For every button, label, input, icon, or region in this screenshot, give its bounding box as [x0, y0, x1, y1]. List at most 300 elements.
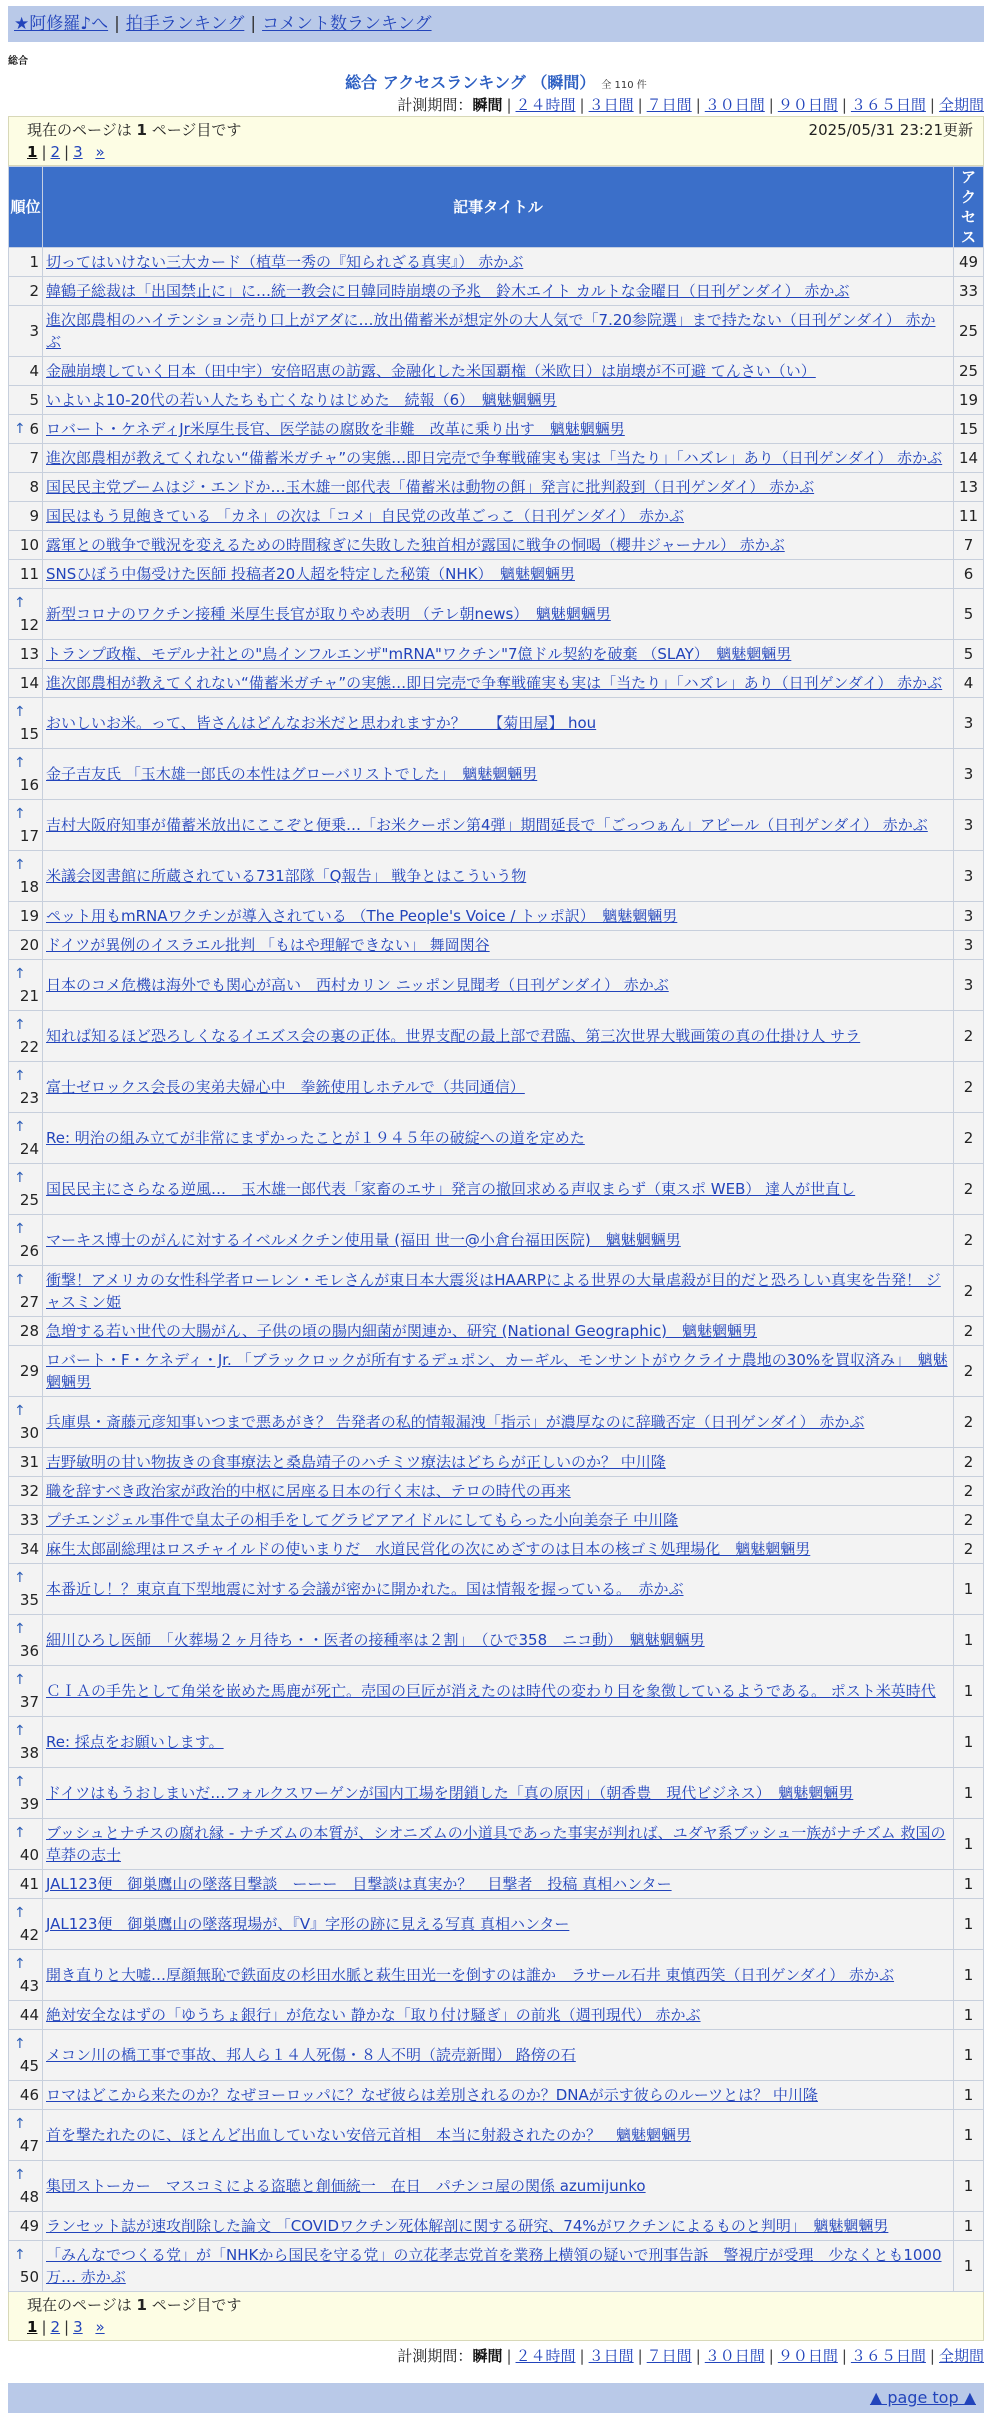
table-row — [9, 2030, 984, 2081]
title-cell — [43, 560, 954, 589]
page-top-link[interactable]: ▲ page top ▲ — [869, 2388, 976, 2407]
table-row — [9, 902, 984, 931]
rank-cell — [9, 386, 43, 415]
table-row — [9, 1346, 984, 1397]
title-cell — [43, 1317, 954, 1346]
period-separator: | — [929, 96, 935, 114]
rank-number: 7 — [29, 449, 39, 467]
table-row — [9, 277, 984, 306]
rank-cell — [9, 277, 43, 306]
title-cell — [43, 2161, 954, 2212]
title-cell — [43, 1448, 954, 1477]
article-title-link[interactable]: おいしいお米。って、皆さんはどんなお米だと思われますか？ 【菊田屋】 hou — [46, 714, 597, 732]
rank-number: 38 — [19, 1744, 39, 1762]
title-cell — [43, 2081, 954, 2110]
access-count: 2 — [954, 1266, 984, 1317]
rank-up-arrow-icon: ↑ — [14, 857, 26, 873]
rank-cell — [9, 2110, 43, 2161]
table-row — [9, 2081, 984, 2110]
clap-ranking-link[interactable]: 拍手ランキング — [125, 14, 245, 34]
article-title-link[interactable]: マーキス博士のがんに対するイベルメクチン使用量 (福田 世一@小倉台福田医院) 魑魅魍魎男 — [46, 1231, 681, 1249]
rank-cell — [9, 1615, 43, 1666]
period-separator: | — [768, 2347, 774, 2365]
rank-number: 19 — [19, 907, 39, 925]
rank-number: 26 — [19, 1242, 39, 1260]
pagination — [27, 141, 973, 163]
article-title-link[interactable]: 開き直りと大嘘…厚顔無恥で鉄面皮の杉田水脈と萩生田光一を倒すのは誰か ラサール石井 東慎西笑（日刊ゲンダイ） 赤かぶ — [46, 1966, 895, 1984]
table-row — [9, 473, 984, 502]
title-cell — [43, 640, 954, 669]
rank-number: 44 — [19, 2006, 39, 2024]
title-cell — [43, 2001, 954, 2030]
table-row — [9, 1477, 984, 1506]
title-cell — [43, 1506, 954, 1535]
rank-number: 46 — [19, 2086, 39, 2104]
rank-cell — [9, 1215, 43, 1266]
rank-number: 2 — [29, 282, 39, 300]
rank-number: 18 — [19, 878, 39, 896]
table-row — [9, 1164, 984, 1215]
current-page-prefix: 現在のページは — [27, 2296, 137, 2314]
table-row — [9, 1215, 984, 1266]
access-count: 1 — [954, 1870, 984, 1899]
rank-number: 47 — [19, 2137, 39, 2155]
access-count: 1 — [954, 1768, 984, 1819]
rank-cell — [9, 306, 43, 357]
article-title-link[interactable]: 兵庫県・斎藤元彦知事いつまで悪あがき？ 告発者の私的情報漏洩「指示」が濃厚なのに辞職否定（日刊ゲンダイ） 赤かぶ — [46, 1413, 865, 1431]
period-link-3[interactable]: ３０日間 — [704, 96, 765, 114]
article-title-link[interactable]: ロバート・ケネディJr米厚生長官、医学誌の腐敗を非難 改革に乗り出す 魑魅魍魎男 — [46, 420, 625, 438]
table-row — [9, 851, 984, 902]
table-row — [9, 1535, 984, 1564]
current-page-number: 1 — [136, 2296, 147, 2314]
article-title-link[interactable]: Re: 採点をお願いします。 — [46, 1733, 224, 1751]
title-cell — [43, 589, 954, 640]
rank-cell — [9, 1870, 43, 1899]
article-title-link[interactable]: 麻生太郎副総理はロスチャイルドの使いまりだ 水道民営化の次にめざすのは日本の核ゴミ処理場化 魑魅魍魎男 — [46, 1540, 811, 1558]
rank-up-arrow-icon: ↑ — [14, 1956, 26, 1972]
rank-cell — [9, 2212, 43, 2241]
rank-number: 10 — [19, 536, 39, 554]
title-cell — [43, 1615, 954, 1666]
title-cell — [43, 960, 954, 1011]
period-link-3[interactable]: ３０日間 — [704, 2347, 765, 2365]
access-count: 1 — [954, 2241, 984, 2292]
rank-cell — [9, 1535, 43, 1564]
rank-cell — [9, 531, 43, 560]
period-separator: | — [637, 2347, 643, 2365]
access-count: 1 — [954, 2212, 984, 2241]
access-count: 2 — [954, 1113, 984, 1164]
pagination-spacer — [83, 143, 96, 161]
rank-up-arrow-icon: ↑ — [14, 806, 26, 822]
rank-cell — [9, 1011, 43, 1062]
table-row — [9, 1448, 984, 1477]
title-cell — [43, 800, 954, 851]
access-count: 13 — [954, 473, 984, 502]
title-cell — [43, 386, 954, 415]
article-title-link[interactable]: トランプ政権、モデルナ社との"鳥インフルエンザ"mRNA"ワクチン"7億ドル契約を破棄 （SLAY） 魑魅魍魎男 — [46, 645, 792, 663]
access-count: 2 — [954, 1164, 984, 1215]
rank-cell — [9, 1768, 43, 1819]
rank-cell — [9, 415, 43, 444]
article-title-link[interactable]: Re: 明治の組み立てが非常にまずかったことが１９４５年の破綻への道を定めた — [46, 1129, 585, 1147]
period-link-0[interactable]: ２４時間 — [515, 96, 576, 114]
access-count: 2 — [954, 1317, 984, 1346]
rank-cell — [9, 473, 43, 502]
access-count: 25 — [954, 306, 984, 357]
article-title-link[interactable]: 急増する若い世代の大腸がん、子供の頃の腸内細菌が関連か、研究 (National Geographic) 魑魅魍魎男 — [46, 1322, 758, 1340]
rank-cell — [9, 1950, 43, 2001]
title-cell — [43, 2241, 954, 2292]
title-cell — [43, 1113, 954, 1164]
table-row — [9, 2110, 984, 2161]
article-title-link[interactable]: ドイツはもうおしまいだ…フォルクスワーゲンが国内工場を閉鎖した「真の原因」（朝香豊 現代ビジネス） 魑魅魍魎男 — [46, 1784, 854, 1802]
rank-up-arrow-icon: ↑ — [14, 2247, 26, 2263]
access-count: 3 — [954, 931, 984, 960]
table-row — [9, 444, 984, 473]
article-title-link[interactable]: いよいよ10-20代の若い人たちも亡くなりはじめた 続報（6） 魑魅魍魎男 — [46, 391, 557, 409]
article-title-link[interactable]: 露軍との戦争で戦況を変えるための時間稼ぎに失敗した独首相が露国に戦争の恫喝（櫻井ジャーナル） 赤かぶ — [46, 536, 785, 554]
article-title-link[interactable]: メコン川の橋工事で事故、邦人ら１４人死傷・８人不明（読売新聞） 路傍の石 — [46, 2046, 576, 2064]
period-link-1[interactable]: ３日間 — [588, 2347, 634, 2365]
rank-number: 48 — [19, 2188, 39, 2206]
article-title-link[interactable]: SNSひぼう中傷受けた医師 投稿者20人超を特定した秘策（NHK） 魑魅魍魎男 — [46, 565, 575, 583]
access-count: 19 — [954, 386, 984, 415]
rank-number: 1 — [29, 253, 39, 271]
rank-up-arrow-icon: ↑ — [14, 755, 26, 771]
rank-cell — [9, 2001, 43, 2030]
ranking-rows — [9, 248, 984, 2292]
rank-up-arrow-icon: ↑ — [14, 595, 26, 611]
rank-up-arrow-icon: ↑ — [14, 1403, 26, 1419]
rank-number: 9 — [29, 507, 39, 525]
bottom-bar — [8, 2383, 984, 2413]
article-title-link[interactable]: 進次郎農相のハイテンション売り口上がアダに…放出備蓄米が想定外の大人気で「7.20参院選」まで持たない（日刊ゲンダイ） 赤かぶ — [46, 311, 936, 351]
pagination-page-3[interactable]: 3 — [73, 2318, 83, 2336]
article-title-link[interactable]: 米議会図書館に所蔵されている731部隊「Q報告」 戦争とはこういう物 — [46, 867, 527, 885]
rank-cell — [9, 248, 43, 277]
title-cell — [43, 902, 954, 931]
rank-number: 13 — [19, 645, 39, 663]
table-row — [9, 386, 984, 415]
updated-timestamp: 2025/05/31 23:21更新 — [808, 121, 973, 139]
pagination-page-2[interactable]: 2 — [50, 2318, 61, 2336]
rank-cell — [9, 1266, 43, 1317]
article-title-link[interactable]: 「みんなでつくる党」が「NHKから国民を守る党」の立花孝志党首を業務上横領の疑いで刑事告訴 警視庁が受理 少なくとも1000万… 赤かぶ — [46, 2246, 942, 2286]
title-cell — [43, 749, 954, 800]
title-cell — [43, 1768, 954, 1819]
pagination-page-2[interactable]: 2 — [50, 143, 61, 161]
rank-number: 39 — [19, 1795, 39, 1813]
article-title-link[interactable]: 衝撃！アメリカの女性科学者ローレン・モレさんが東日本大震災はHAARPによる世界の大量虐殺が目的だと恐ろしい真実を告発！ ジャスミン姫 — [46, 1271, 941, 1311]
pagination-separator: | — [64, 2318, 70, 2336]
rank-cell — [9, 1164, 43, 1215]
article-title-link[interactable]: ペット用もmRNAワクチンが導入されている （The People's Voice / トッポ訳） 魑魅魍魎男 — [46, 907, 678, 925]
article-title-link[interactable]: 金子吉友氏 「玉木雄一郎氏の本性はグローバリストでした」 魑魅魍魎男 — [46, 765, 538, 783]
access-count: 3 — [954, 749, 984, 800]
article-title-link[interactable]: 新型コロナのワクチン接種 米厚生長官が取りやめ表明 （テレ朝news） 魑魅魍魎男 — [46, 605, 611, 623]
article-title-link[interactable]: 切ってはいけない三大カード（植草一秀の『知られざる真実』） 赤かぶ — [46, 253, 524, 271]
period-link-2[interactable]: ７日間 — [646, 2347, 692, 2365]
article-title-link[interactable]: 国民はもう見飽きている 「カネ」の次は「コメ」自民党の改革ごっこ（日刊ゲンダイ） 赤かぶ — [46, 507, 685, 525]
title-cell — [43, 1266, 954, 1317]
article-title-link[interactable]: ブッシュとナチスの腐れ縁 - ナチズムの本質が、シオニズムの小道具であった事実が判れば、ユダヤ系ブッシュ一族がナチズム 救国の草莽の志士 — [46, 1824, 946, 1864]
current-page-text — [27, 2294, 241, 2316]
rank-number: 17 — [19, 827, 39, 845]
article-title-link[interactable]: 日本のコメ危機は海外でも関心が高い 西村カリン ニッポン見聞考（日刊ゲンダイ） 赤かぶ — [46, 976, 669, 994]
rank-cell — [9, 851, 43, 902]
article-title-link[interactable]: 金融崩壊していく日本（田中宇）安倍昭恵の訪露、金融化した米国覇権（米欧日）は崩壊が不可避 てんさい（い） — [46, 362, 816, 380]
rank-number: 28 — [19, 1322, 39, 1340]
access-count: 5 — [954, 640, 984, 669]
article-title-link[interactable]: 国民民主にさらなる逆風… 玉木雄一郎代表「家畜のエサ」発言の撤回求める声収まらず（東スポ WEB） 達人が世直し — [46, 1180, 856, 1198]
rank-cell — [9, 800, 43, 851]
access-count: 3 — [954, 800, 984, 851]
rank-number: 31 — [19, 1453, 39, 1471]
period-separator: | — [768, 96, 774, 114]
rank-cell — [9, 2081, 43, 2110]
access-count: 7 — [954, 531, 984, 560]
rank-up-arrow-icon: ↑ — [14, 2116, 26, 2132]
table-row — [9, 1819, 984, 1870]
rank-cell — [9, 698, 43, 749]
title-cell — [43, 2212, 954, 2241]
rank-number: 11 — [19, 565, 39, 583]
pagination-separator: | — [41, 143, 47, 161]
article-title-link[interactable]: ＣＩＡの手先として角栄を嵌めた馬鹿が死亡。売国の巨匠が消えたのは時代の変わり目を象徴しているようである。 ポスト米英時代 — [46, 1682, 936, 1700]
rank-number: 37 — [19, 1693, 39, 1711]
period-link-1[interactable]: ３日間 — [588, 96, 634, 114]
rank-up-arrow-icon: ↑ — [14, 2167, 26, 2183]
rank-cell — [9, 669, 43, 698]
rank-up-arrow-icon: ↑ — [14, 1272, 26, 1288]
table-row — [9, 560, 984, 589]
rank-number: 8 — [29, 478, 39, 496]
article-title-link[interactable]: 韓鶴子総裁は「出国禁止に」に…統一教会に日韓同時崩壊の予兆 鈴木エイト カルトな金曜日（日刊ゲンダイ） 赤かぶ — [46, 282, 850, 300]
rank-cell — [9, 1717, 43, 1768]
period-separator: | — [841, 2347, 847, 2365]
access-count: 2 — [954, 1346, 984, 1397]
access-count: 1 — [954, 1717, 984, 1768]
rank-up-arrow-icon: ↑ — [14, 704, 26, 720]
rank-up-arrow-icon: ↑ — [14, 1825, 26, 1841]
table-row — [9, 698, 984, 749]
period-link-0[interactable]: ２４時間 — [515, 2347, 576, 2365]
period-link-5[interactable]: ３６５日間 — [850, 96, 926, 114]
title-cell — [43, 1717, 954, 1768]
article-title-link[interactable]: 吉野敏明の甘い物抜きの食事療法と桑島靖子のハチミツ療法はどちらが正しいのか？ 中川隆 — [46, 1453, 666, 1471]
title-cell — [43, 1819, 954, 1870]
table-row — [9, 248, 984, 277]
access-count: 1 — [954, 1615, 984, 1666]
pagination-current: 1 — [27, 2318, 38, 2336]
title-cell — [43, 1535, 954, 1564]
article-title-link[interactable]: 国民民主党ブームはジ・エンドか…玉木雄一郎代表「備蓄米は動物の餌」発言に批判殺到（日刊ゲンダイ） 赤かぶ — [46, 478, 815, 496]
table-row — [9, 669, 984, 698]
article-title-link[interactable]: 吉村大阪府知事が備蓄米放出にここぞと便乗…「お米クーポン第4弾」期間延長で「ごっつぁん」アピール（日刊ゲンダイ） 赤かぶ — [46, 816, 928, 834]
rank-cell — [9, 502, 43, 531]
period-link-4[interactable]: ９０日間 — [777, 96, 838, 114]
article-title-link[interactable]: 細川ひろし医師 「火葬場２ヶ月待ち・・医者の接種率は２割」 （ひで358 ニコ動） 魑魅魍魎男 — [46, 1631, 705, 1649]
rank-number: 36 — [19, 1642, 39, 1660]
period-label: 計測期間： — [397, 2347, 473, 2365]
rank-number: 49 — [19, 2217, 39, 2235]
access-count: 2 — [954, 1011, 984, 1062]
article-title-link[interactable]: 絶対安全なはずの「ゆうちょ銀行」が危ない 静かな「取り付け騒ぎ」の前兆（週刊現代） 赤かぶ — [46, 2006, 701, 2024]
article-title-link[interactable]: 富士ゼロックス会長の実弟夫婦心中 拳銃使用しホテルで（共同通信） — [46, 1078, 525, 1096]
table-row — [9, 531, 984, 560]
table-row — [9, 960, 984, 1011]
title-cell — [43, 1950, 954, 2001]
rank-cell — [9, 1346, 43, 1397]
period-link-5[interactable]: ３６５日間 — [850, 2347, 926, 2365]
access-count: 15 — [954, 415, 984, 444]
rank-cell — [9, 2030, 43, 2081]
access-count: 3 — [954, 851, 984, 902]
period-link-6[interactable]: 全期間 — [938, 96, 984, 114]
rank-up-arrow-icon: ↑ — [14, 1068, 26, 1084]
article-title-link[interactable]: 進次郎農相が教えてくれない“備蓄米ガチャ”の実態…即日完売で争奪戦確実も実は「当たり」「ハズレ」あり（日刊ゲンダイ） 赤かぶ — [46, 674, 943, 692]
rank-number: 43 — [19, 1977, 39, 1995]
access-count: 3 — [954, 902, 984, 931]
rank-cell — [9, 1397, 43, 1448]
page-info-bottom — [8, 2292, 984, 2341]
access-count: 3 — [954, 960, 984, 1011]
title-cell — [43, 248, 954, 277]
title-cell — [43, 1870, 954, 1899]
access-count: 1 — [954, 1564, 984, 1615]
table-row — [9, 1666, 984, 1717]
access-count: 1 — [954, 2110, 984, 2161]
article-title-link[interactable]: 進次郎農相が教えてくれない“備蓄米ガチャ”の実態…即日完売で争奪戦確実も実は「当たり」「ハズレ」あり（日刊ゲンダイ） 赤かぶ — [46, 449, 943, 467]
access-count: 2 — [954, 1477, 984, 1506]
pagination-spacer — [83, 2318, 96, 2336]
period-separator: | — [506, 96, 512, 114]
period-current: 瞬間 — [472, 96, 503, 114]
table-row — [9, 931, 984, 960]
period-link-4[interactable]: ９０日間 — [777, 2347, 838, 2365]
rank-up-arrow-icon: ↑ — [14, 1905, 26, 1921]
current-page-suffix: ページ目です — [146, 2296, 242, 2314]
access-count: 11 — [954, 502, 984, 531]
pagination-next[interactable]: » — [95, 143, 105, 161]
page-title-text: 総合 アクセスランキング （瞬間） — [345, 73, 596, 92]
rank-cell — [9, 1506, 43, 1535]
period-selector-top — [8, 94, 984, 116]
article-title-link[interactable]: ロマはどこから来たのか？なぜヨーロッパに？なぜ彼らは差別されるのか？DNAが示す彼らのルーツとは？ 中川隆 — [46, 2086, 818, 2104]
access-count: 4 — [954, 669, 984, 698]
rank-number: 29 — [19, 1362, 39, 1380]
title-cell — [43, 1164, 954, 1215]
pagination-current: 1 — [27, 143, 38, 161]
access-count: 1 — [954, 2081, 984, 2110]
title-cell — [43, 277, 954, 306]
period-link-2[interactable]: ７日間 — [646, 96, 692, 114]
article-title-link[interactable]: 知れば知るほど恐ろしくなるイエズス会の裏の正体。世界支配の最上部で君臨、第三次世界大戦画策の真の仕掛け人 サラ — [46, 1027, 861, 1045]
nav-separator: | — [250, 14, 257, 34]
rank-up-arrow-icon: ↑ — [14, 1672, 26, 1688]
article-title-link[interactable]: JAL123便 御巣鷹山の墜落目撃談 ーーー 目撃談は真実か？ 目撃者 投稿 真相ハンター — [46, 1875, 672, 1893]
pagination-next[interactable]: » — [95, 2318, 105, 2336]
article-title-link[interactable]: JAL123便 御巣鷹山の墜落現場が、『V』字形の跡に見える写真 真相ハンター — [46, 1915, 570, 1933]
article-title-link[interactable]: ランセット誌が速攻削除した論文 「COVIDワクチン死体解剖に関する研究、74%がワクチンによるものと判明」 魑魅魍魎男 — [46, 2217, 889, 2235]
title-cell — [43, 357, 954, 386]
table-row — [9, 1011, 984, 1062]
title-cell — [43, 473, 954, 502]
article-title-link[interactable]: ドイツが異例のイスラエル批判 「もはや理解できない」 舞岡関谷 — [46, 936, 490, 954]
title-cell — [43, 444, 954, 473]
comment-ranking-link[interactable]: コメント数ランキング — [262, 14, 432, 34]
rank-up-arrow-icon: ↑ — [14, 1774, 26, 1790]
article-title-link[interactable]: 職を辞すべき政治家が政治的中枢に居座る日本の行く末は、テロの時代の再来 — [46, 1482, 571, 1500]
article-title-link[interactable]: 本番近し！？東京直下型地震に対する会議が密かに開かれた。国は情報を握っている。 赤かぶ — [46, 1580, 684, 1598]
pagination-page-3[interactable]: 3 — [73, 143, 83, 161]
rank-cell — [9, 1317, 43, 1346]
rank-number: 5 — [29, 391, 39, 409]
rank-number: 42 — [19, 1926, 39, 1944]
table-row — [9, 2212, 984, 2241]
period-separator: | — [506, 2347, 512, 2365]
article-title-link[interactable]: 集団ストーカー マスコミによる盗聴と創価統一 在日 パチンコ屋の関係 azumijunko — [46, 2177, 646, 2195]
access-count: 1 — [954, 1899, 984, 1950]
rank-cell — [9, 444, 43, 473]
title-cell — [43, 1062, 954, 1113]
title-cell — [43, 669, 954, 698]
access-count: 3 — [954, 698, 984, 749]
rank-number: 16 — [19, 776, 39, 794]
access-count: 14 — [954, 444, 984, 473]
table-row — [9, 749, 984, 800]
rank-cell — [9, 640, 43, 669]
article-title-link[interactable]: プチエンジェル事件で皇太子の相手をしてグラビアアイドルにしてもらった小向美奈子 中川隆 — [46, 1511, 679, 1529]
rank-up-arrow-icon: ↑ — [14, 2036, 26, 2052]
access-count: 33 — [954, 277, 984, 306]
period-separator: | — [695, 96, 701, 114]
rank-up-arrow-icon: ↑ — [14, 1621, 26, 1637]
period-link-6[interactable]: 全期間 — [938, 2347, 984, 2365]
table-row — [9, 502, 984, 531]
page-info-row — [27, 119, 973, 141]
article-title-link[interactable]: 首を撃たれたのに、ほとんど出血していない安倍元首相 本当に射殺されたのか？ 魑魅魍魎男 — [46, 2126, 692, 2144]
home-link[interactable]: ★阿修羅♪へ — [14, 14, 109, 34]
title-cell — [43, 1666, 954, 1717]
rank-cell — [9, 1448, 43, 1477]
title-cell — [43, 1564, 954, 1615]
rank-number: 6 — [29, 420, 39, 438]
title-cell — [43, 851, 954, 902]
current-page-prefix: 現在のページは — [27, 121, 137, 139]
title-cell — [43, 502, 954, 531]
total-count: 全 110 件 — [601, 80, 647, 91]
rank-number: 25 — [19, 1191, 39, 1209]
article-title-link[interactable]: ロバート・F・ケネディ・Jr. 「ブラックロックが所有するデュポン、カーギル、モンサントがウクライナ農地の30%を買収済み」 魑魅魍魎男 — [46, 1351, 948, 1391]
rank-up-arrow-icon: ↑ — [14, 421, 26, 437]
rank-number: 24 — [19, 1140, 39, 1158]
rank-cell — [9, 2241, 43, 2292]
rank-number: 50 — [19, 2268, 39, 2286]
table-row — [9, 1717, 984, 1768]
access-count: 2 — [954, 1397, 984, 1448]
rank-up-arrow-icon: ↑ — [14, 1170, 26, 1186]
rank-number: 3 — [29, 322, 39, 340]
access-count: 2 — [954, 1215, 984, 1266]
rank-cell — [9, 2161, 43, 2212]
title-cell — [43, 1346, 954, 1397]
table-row — [9, 1615, 984, 1666]
title-cell — [43, 1011, 954, 1062]
title-cell — [43, 1215, 954, 1266]
